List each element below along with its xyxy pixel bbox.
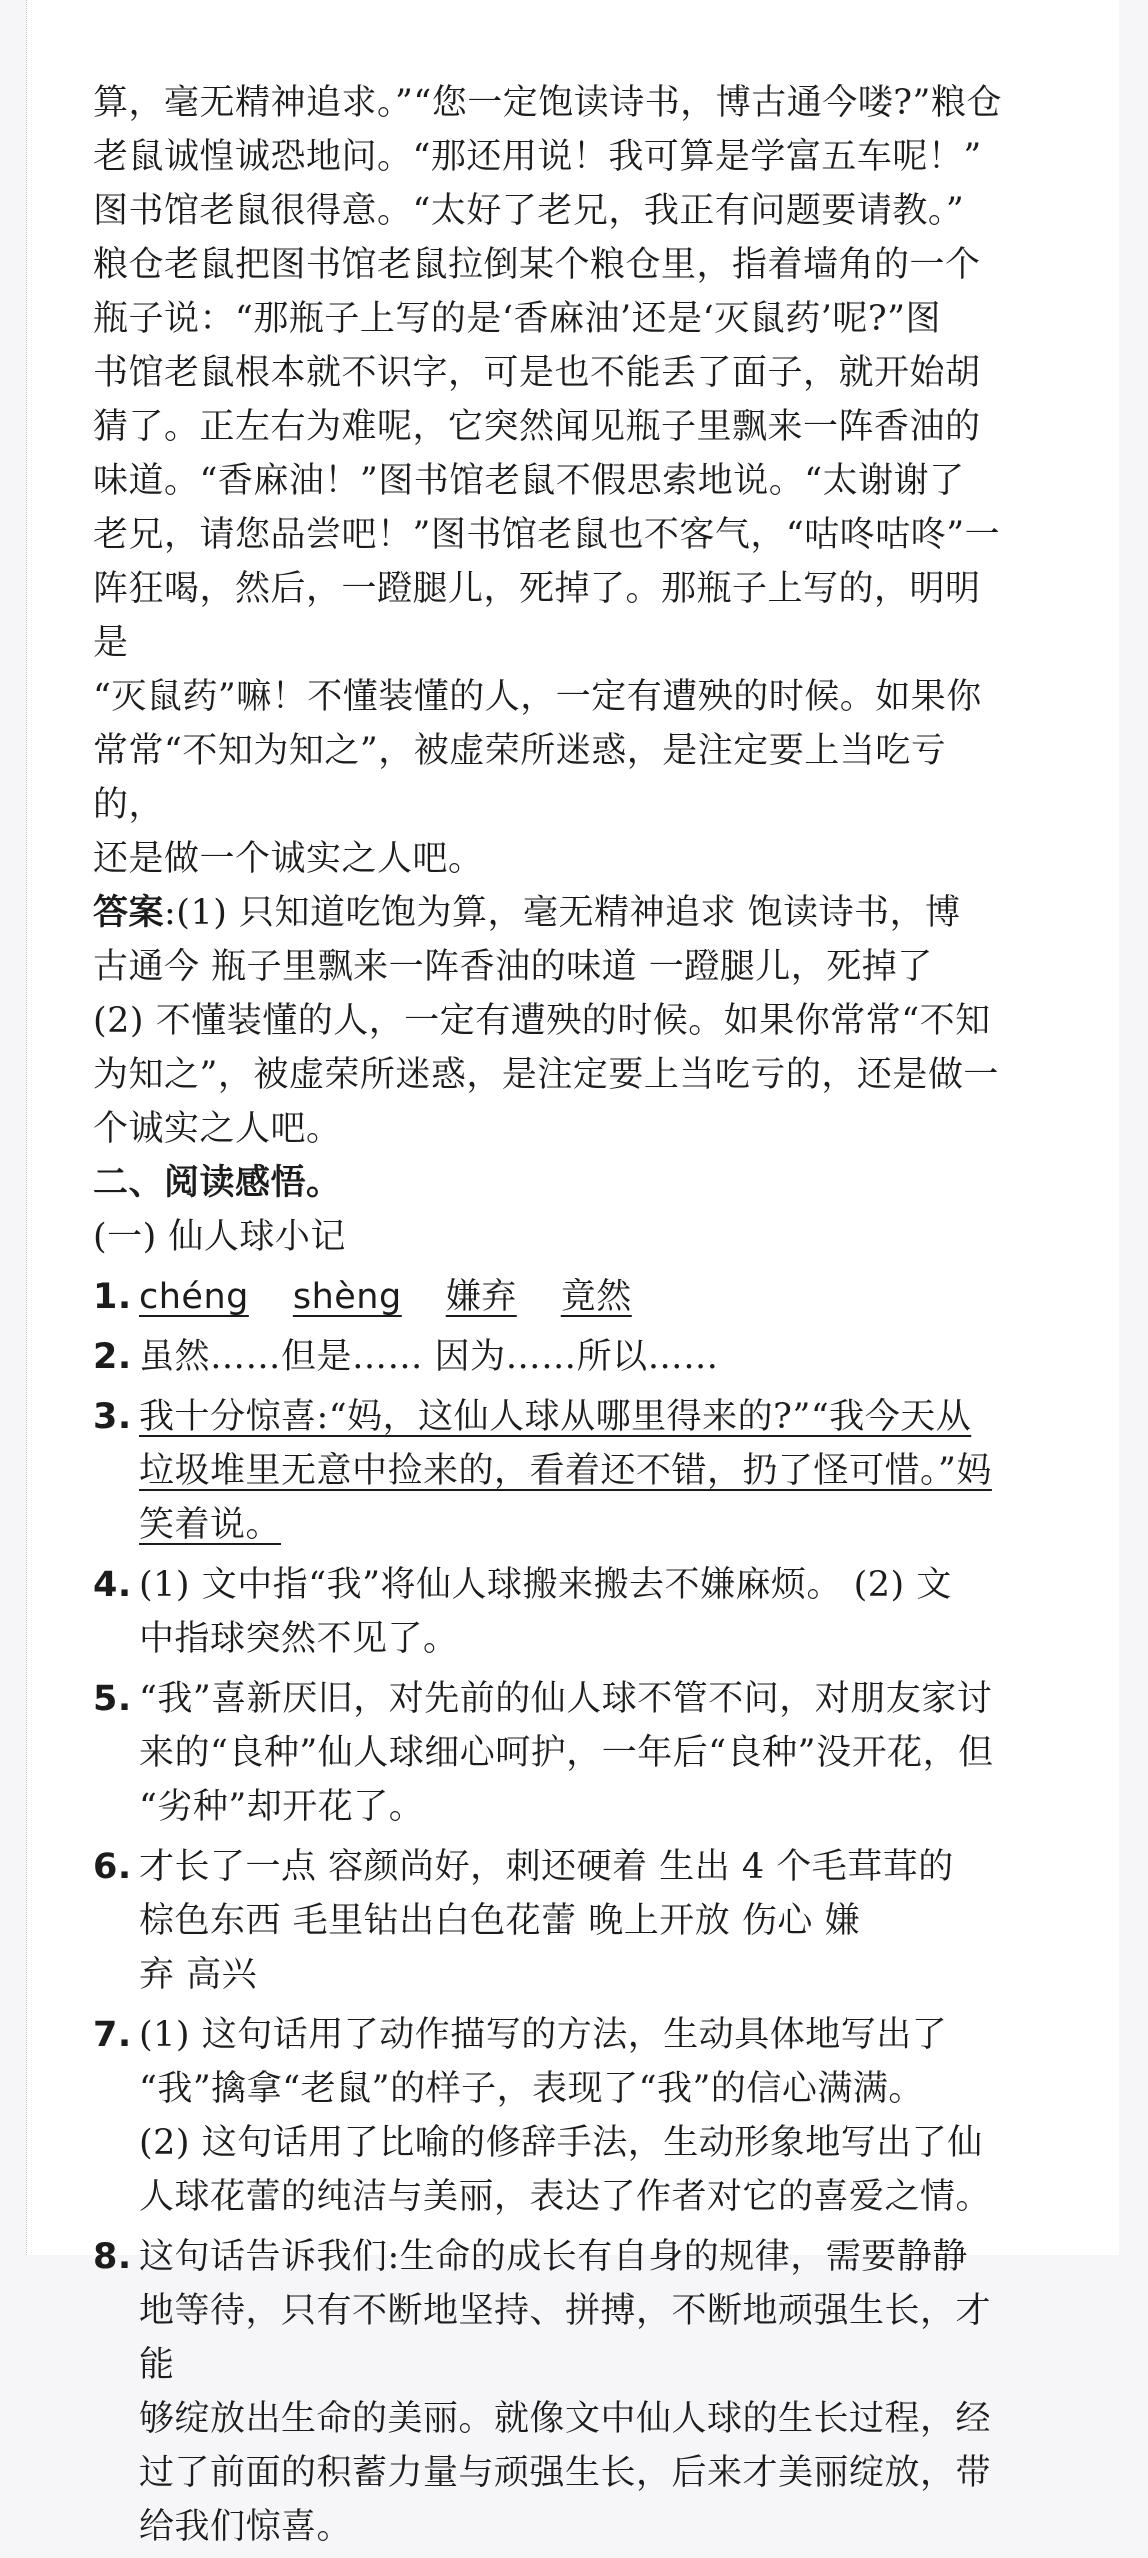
answer-line: “我”擒拿“老鼠”的样子，表现了“我”的信心满满。 <box>139 2069 924 2109</box>
question-8 <box>93 2230 1013 2554</box>
answer-line: :(1) 只知道吃饱为算，毫无精神追求 饱读诗书，博 <box>164 893 961 933</box>
answer-line: 我十分惊喜:“妈，这仙人球从哪里得来的?”“我今天从 <box>139 1397 972 1437</box>
answer-line: 垃圾堆里无意中捡来的，看着还不错，扔了怪可惜。”妈 <box>139 1451 992 1491</box>
answer-line: 为知之”，被虚荣所迷惑，是注定要上当吃亏的，还是做一 <box>93 1055 999 1095</box>
passage-line: “灭鼠药”嘛！不懂装懂的人，一定有遭殃的时候。如果你 <box>93 677 982 717</box>
word-answer: 竟然 <box>560 1277 632 1317</box>
passage-line: 瓶子说：“那瓶子上写的是‘香麻油’还是‘灭鼠药’呢?”图 <box>93 299 942 339</box>
question-number: 4. <box>93 1565 132 1605</box>
answer-line: (1) 文中指“我”将仙人球搬来搬去不嫌麻烦。 (2) 文 <box>139 1565 952 1605</box>
answer-line: 过了前面的积蓄力量与顽强生长，后来才美丽绽放，带 <box>139 2453 992 2493</box>
answer-line: 来的“良种”仙人球细心呵护，一年后“良种”没开花，但 <box>139 1733 994 1773</box>
question-7 <box>93 2008 1013 2224</box>
passage <box>93 76 1013 886</box>
answer-line: 笑着说。 <box>139 1505 282 1545</box>
question-number: 6. <box>93 1847 132 1887</box>
answer-line: “我”喜新厌旧，对先前的仙人球不管不问，对朋友家讨 <box>139 1679 993 1719</box>
passage-line: 老鼠诚惶诚恐地问。“那还用说！我可算是学富五车呢！” <box>93 137 982 177</box>
passage-line: 阵狂喝，然后，一蹬腿儿，死掉了。那瓶子上写的，明明是 <box>93 569 981 663</box>
answer-line: (2) 这句话用了比喻的修辞手法，生动形象地写出了仙 <box>139 2123 983 2163</box>
passage-line: 猜了。正左右为难呢，它突然闻见瓶子里飘来一阵香油的 <box>93 407 981 447</box>
answer-line: 地等待，只有不断地坚持、拼搏，不断地顽强生长，才能 <box>139 2291 992 2385</box>
question-2 <box>93 1330 1013 1384</box>
answer-line: 人球花蕾的纯洁与美丽，表达了作者对它的喜爱之情。 <box>139 2177 992 2217</box>
pinyin-answer: chéng <box>139 1277 249 1317</box>
document-content <box>93 76 1013 2558</box>
answer-block <box>93 886 1013 1156</box>
answer-line: (2) 不懂装懂的人，一定有遭殃的时候。如果你常常“不知 <box>93 1001 991 1041</box>
section-title: 二、阅读感悟。 <box>93 1163 342 1203</box>
passage-line: 还是做一个诚实之人吧。 <box>93 839 484 879</box>
question-number: 2. <box>93 1337 132 1377</box>
passage-line: 味道。“香麻油！”图书馆老鼠不假思索地说。“太谢谢了 <box>93 461 965 501</box>
answer-line: 古通今 瓶子里飘来一阵香油的味道 一蹬腿儿，死掉了 <box>93 947 933 987</box>
question-number: 5. <box>93 1679 132 1719</box>
answer-line: 弃 高兴 <box>139 1955 258 1995</box>
question-1 <box>93 1270 1013 1324</box>
passage-line: 常常“不知为知之”，被虚荣所迷惑，是注定要上当吃亏的， <box>93 731 947 825</box>
question-3 <box>93 1390 1013 1552</box>
answer-line: (1) 这句话用了动作描写的方法，生动具体地写出了 <box>139 2015 948 2055</box>
answer-line: 才长了一点 容颜尚好，刺还硬着 生出 4 个毛茸茸的 <box>139 1847 954 1887</box>
question-number: 7. <box>93 2015 132 2055</box>
question-number: 3. <box>93 1397 132 1437</box>
question-4 <box>93 1558 1013 1666</box>
passage-line: 书馆老鼠根本就不识字，可是也不能丢了面子，就开始胡 <box>93 353 981 393</box>
answer-text: 虽然……但是…… 因为……所以…… <box>139 1337 719 1377</box>
answer-line: “劣种”却开花了。 <box>139 1787 425 1827</box>
answer-line: 个诚实之人吧。 <box>93 1109 342 1149</box>
passage-line: 老兄，请您品尝吧！”图书馆老鼠也不客气，“咕咚咕咚”一 <box>93 515 1001 555</box>
answer-line: 棕色东西 毛里钻出白色花蕾 晚上开放 伤心 嫌 <box>139 1901 861 1941</box>
answer-line: 够绽放出生命的美丽。就像文中仙人球的生长过程，经 <box>139 2399 992 2439</box>
question-number: 8. <box>93 2237 132 2277</box>
passage-line: 粮仓老鼠把图书馆老鼠拉倒某个粮仓里，指着墙角的一个 <box>93 245 981 285</box>
document-page <box>26 0 1119 2547</box>
answer-line: 给我们惊喜。 <box>139 2507 353 2547</box>
question-6 <box>93 1840 1013 2002</box>
passage-line: 算，毫无精神追求。”“您一定饱读诗书，博古通今喽?”粮仓 <box>93 83 1002 123</box>
answer-line: 中指球突然不见了。 <box>139 1619 459 1659</box>
subsection-title: (一) 仙人球小记 <box>93 1217 346 1257</box>
answer-label: 答案 <box>93 893 165 933</box>
pinyin-answer: shèng <box>292 1277 402 1317</box>
question-number: 1. <box>93 1277 132 1317</box>
answer-line: 这句话告诉我们:生命的成长有自身的规律，需要静静 <box>139 2237 968 2277</box>
question-5 <box>93 1672 1013 1834</box>
word-answer: 嫌弃 <box>445 1277 517 1317</box>
passage-line: 图书馆老鼠很得意。“太好了老兄，我正有问题要请教。” <box>93 191 965 231</box>
